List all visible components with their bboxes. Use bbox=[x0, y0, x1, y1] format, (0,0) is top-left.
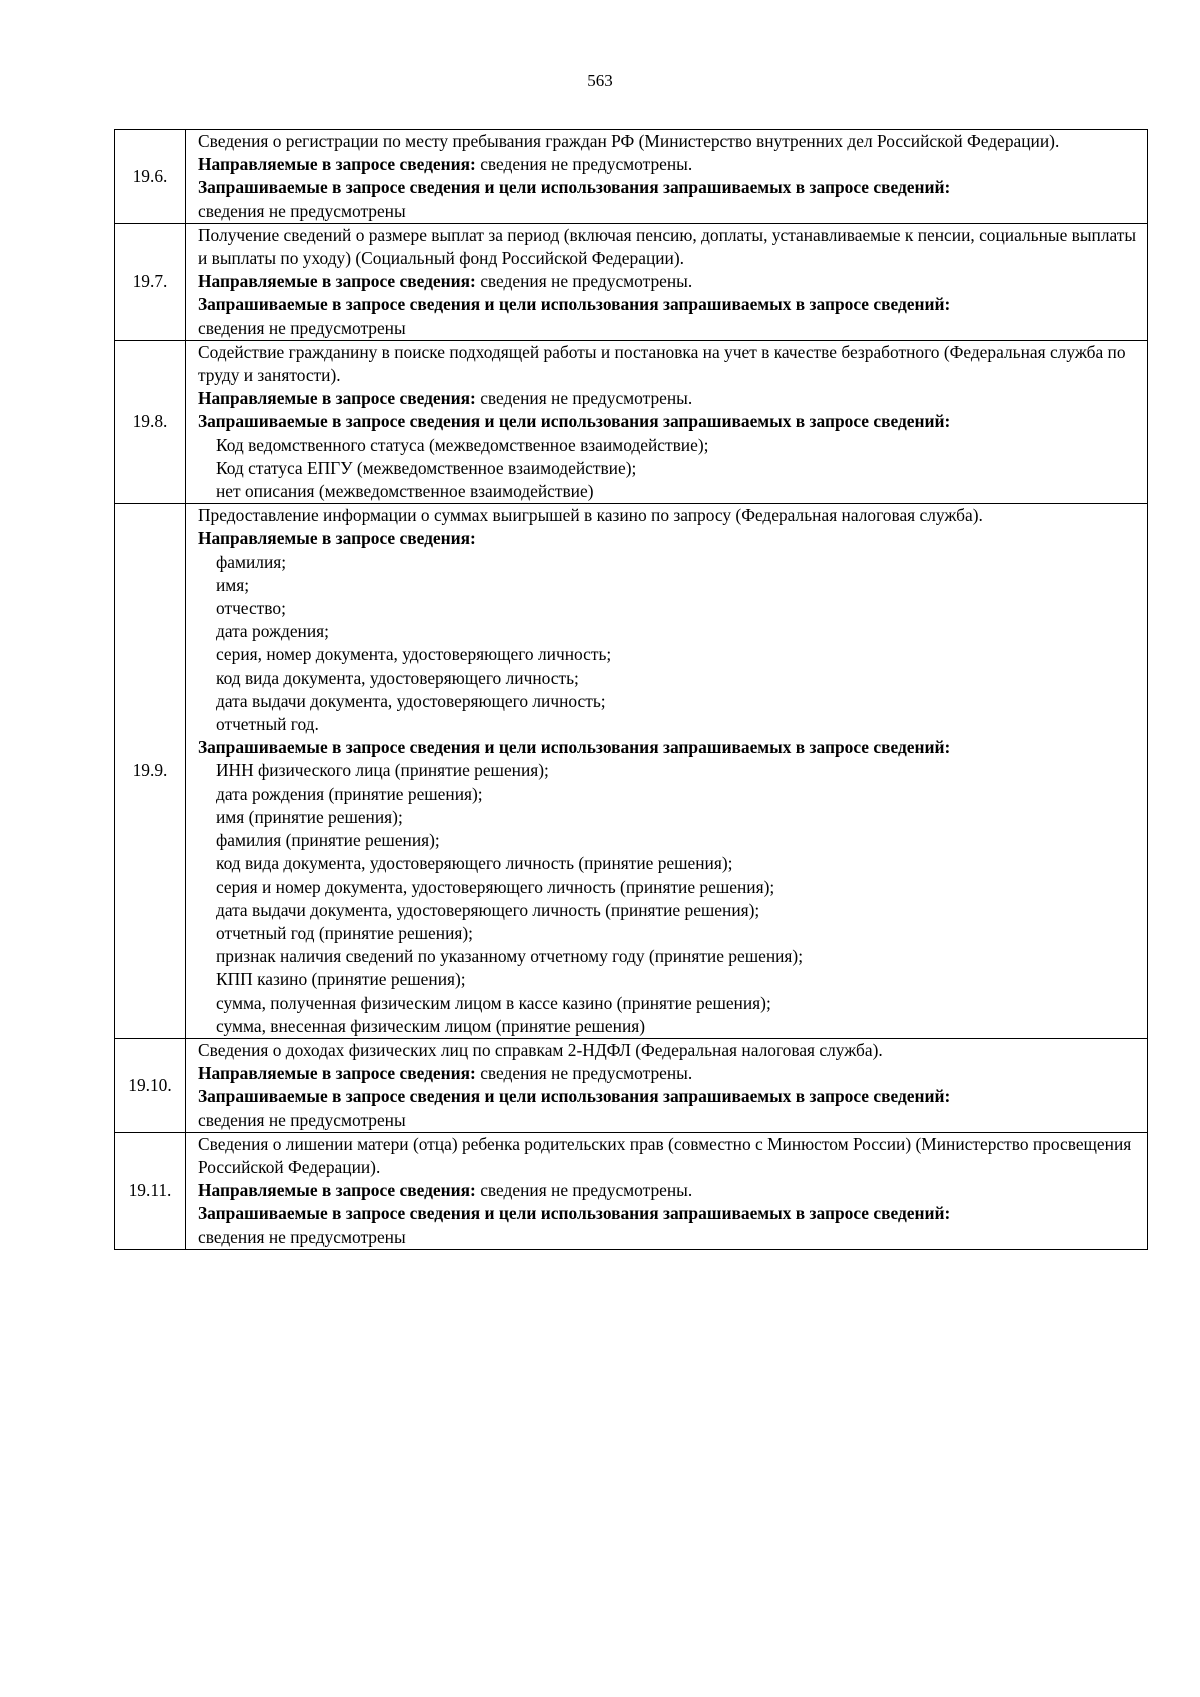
list-item: имя; bbox=[216, 574, 250, 595]
list-item: дата рождения (принятие решения); bbox=[216, 783, 483, 804]
row-description: Получение сведений о размере выплат за период (включая пенсию, доплаты, устанавливаемые к пенсии, социальные выплаты и выплаты по уходу) (Социальный фонд Российской Федерации). bbox=[198, 224, 1137, 269]
table-row bbox=[115, 1132, 1148, 1249]
table-row bbox=[115, 340, 1148, 503]
sent-label: Направляемые в запросе сведения: bbox=[198, 1063, 476, 1084]
requests-table bbox=[114, 129, 1148, 1250]
sent-value: сведения не предусмотрены. bbox=[475, 1063, 693, 1084]
row-content bbox=[186, 1132, 1148, 1249]
list-item: признак наличия сведений по указанному отчетному году (принятие решения); bbox=[216, 946, 804, 967]
row-content bbox=[186, 504, 1148, 1039]
list-item: дата выдачи документа, удостоверяющего личность; bbox=[216, 690, 606, 711]
sent-info bbox=[198, 1179, 1143, 1202]
list-item: нет описания (межведомственное взаимодействие) bbox=[216, 481, 594, 502]
requested-label: Запрашиваемые в запросе сведения и цели использования запрашиваемых в запросе сведений: bbox=[198, 1086, 951, 1107]
sent-label: Направляемые в запросе сведения: bbox=[198, 1180, 476, 1201]
list-item: сумма, полученная физическим лицом в кассе казино (принятие решения); bbox=[216, 992, 771, 1013]
requested-value: сведения не предусмотрены bbox=[198, 1109, 406, 1130]
row-content bbox=[186, 130, 1148, 224]
sent-value: сведения не предусмотрены. bbox=[475, 154, 693, 175]
sent-label: Направляемые в запросе сведения: bbox=[198, 154, 476, 175]
row-number: 19.10. bbox=[115, 1038, 186, 1132]
table-row bbox=[115, 504, 1148, 1039]
row-description: Сведения о доходах физических лиц по справкам 2-НДФЛ (Федеральная налоговая служба). bbox=[198, 1039, 883, 1060]
row-content bbox=[186, 340, 1148, 503]
list-item: сумма, внесенная физическим лицом (принятие решения) bbox=[216, 1015, 646, 1036]
list-item: Код ведомственного статуса (межведомственное взаимодействие); bbox=[216, 434, 709, 455]
row-description: Содействие гражданину в поиске подходящей работы и постановка на учет в качестве безработного (Федеральная служба по труду и занятости). bbox=[198, 341, 1126, 386]
row-number: 19.6. bbox=[115, 130, 186, 224]
sent-label: Направляемые в запросе сведения: bbox=[198, 528, 476, 549]
requested-value: сведения не предусмотрены bbox=[198, 200, 406, 221]
row-content bbox=[186, 1038, 1148, 1132]
row-description: Предоставление информации о суммах выигрышей в казино по запросу (Федеральная налоговая служба). bbox=[198, 505, 983, 526]
row-number: 19.7. bbox=[115, 223, 186, 340]
list-item: серия, номер документа, удостоверяющего личность; bbox=[216, 644, 612, 665]
sent-list bbox=[198, 551, 1143, 737]
requested-label: Запрашиваемые в запросе сведения и цели использования запрашиваемых в запросе сведений: bbox=[198, 177, 951, 198]
row-content bbox=[186, 223, 1148, 340]
table-row bbox=[115, 130, 1148, 224]
list-item: КПП казино (принятие решения); bbox=[216, 969, 466, 990]
sent-value: сведения не предусмотрены. bbox=[475, 1180, 693, 1201]
sent-info bbox=[198, 1062, 1143, 1085]
list-item: отчетный год (принятие решения); bbox=[216, 922, 474, 943]
list-item: код вида документа, удостоверяющего личность (принятие решения); bbox=[216, 853, 733, 874]
list-item: отчетный год. bbox=[216, 714, 319, 735]
sent-label: Направляемые в запросе сведения: bbox=[198, 388, 476, 409]
list-item: дата выдачи документа, удостоверяющего личность (принятие решения); bbox=[216, 899, 760, 920]
list-item: имя (принятие решения); bbox=[216, 806, 403, 827]
row-number: 19.8. bbox=[115, 340, 186, 503]
row-description: Сведения о регистрации по месту пребывания граждан РФ (Министерство внутренних дел Российской Федерации). bbox=[198, 131, 1060, 151]
sent-info bbox=[198, 270, 1143, 293]
sent-value: сведения не предусмотрены. bbox=[475, 388, 693, 409]
sent-label: Направляемые в запросе сведения: bbox=[198, 271, 476, 292]
page-number: 563 bbox=[587, 71, 613, 90]
requested-value: сведения не предусмотрены bbox=[198, 1226, 406, 1247]
table-row bbox=[115, 223, 1148, 340]
sent-info bbox=[198, 387, 1143, 410]
requested-label: Запрашиваемые в запросе сведения и цели использования запрашиваемых в запросе сведений: bbox=[198, 294, 951, 315]
list-item: ИНН физического лица (принятие решения); bbox=[216, 760, 549, 781]
requested-value: сведения не предусмотрены bbox=[198, 317, 406, 338]
requested-list bbox=[198, 759, 1143, 1037]
list-item: серия и номер документа, удостоверяющего личность (принятие решения); bbox=[216, 876, 775, 897]
row-number: 19.11. bbox=[115, 1132, 186, 1249]
requested-label: Запрашиваемые в запросе сведения и цели использования запрашиваемых в запросе сведений: bbox=[198, 1203, 951, 1224]
requested-list bbox=[198, 434, 1143, 504]
requested-label: Запрашиваемые в запросе сведения и цели использования запрашиваемых в запросе сведений: bbox=[198, 737, 951, 758]
list-item: код вида документа, удостоверяющего личность; bbox=[216, 667, 579, 688]
row-number: 19.9. bbox=[115, 504, 186, 1039]
list-item: дата рождения; bbox=[216, 621, 329, 642]
sent-info bbox=[198, 153, 1143, 176]
list-item: Код статуса ЕПГУ (межведомственное взаимодействие); bbox=[216, 457, 637, 478]
sent-value: сведения не предусмотрены. bbox=[475, 271, 693, 292]
list-item: отчество; bbox=[216, 598, 286, 619]
list-item: фамилия (принятие решения); bbox=[216, 830, 440, 851]
table-row bbox=[115, 1038, 1148, 1132]
list-item: фамилия; bbox=[216, 551, 287, 572]
requested-label: Запрашиваемые в запросе сведения и цели использования запрашиваемых в запросе сведений: bbox=[198, 411, 951, 432]
row-description: Сведения о лишении матери (отца) ребенка родительских прав (совместно с Минюстом России) (Министерство просвещения Российской Федерации). bbox=[198, 1133, 1132, 1177]
